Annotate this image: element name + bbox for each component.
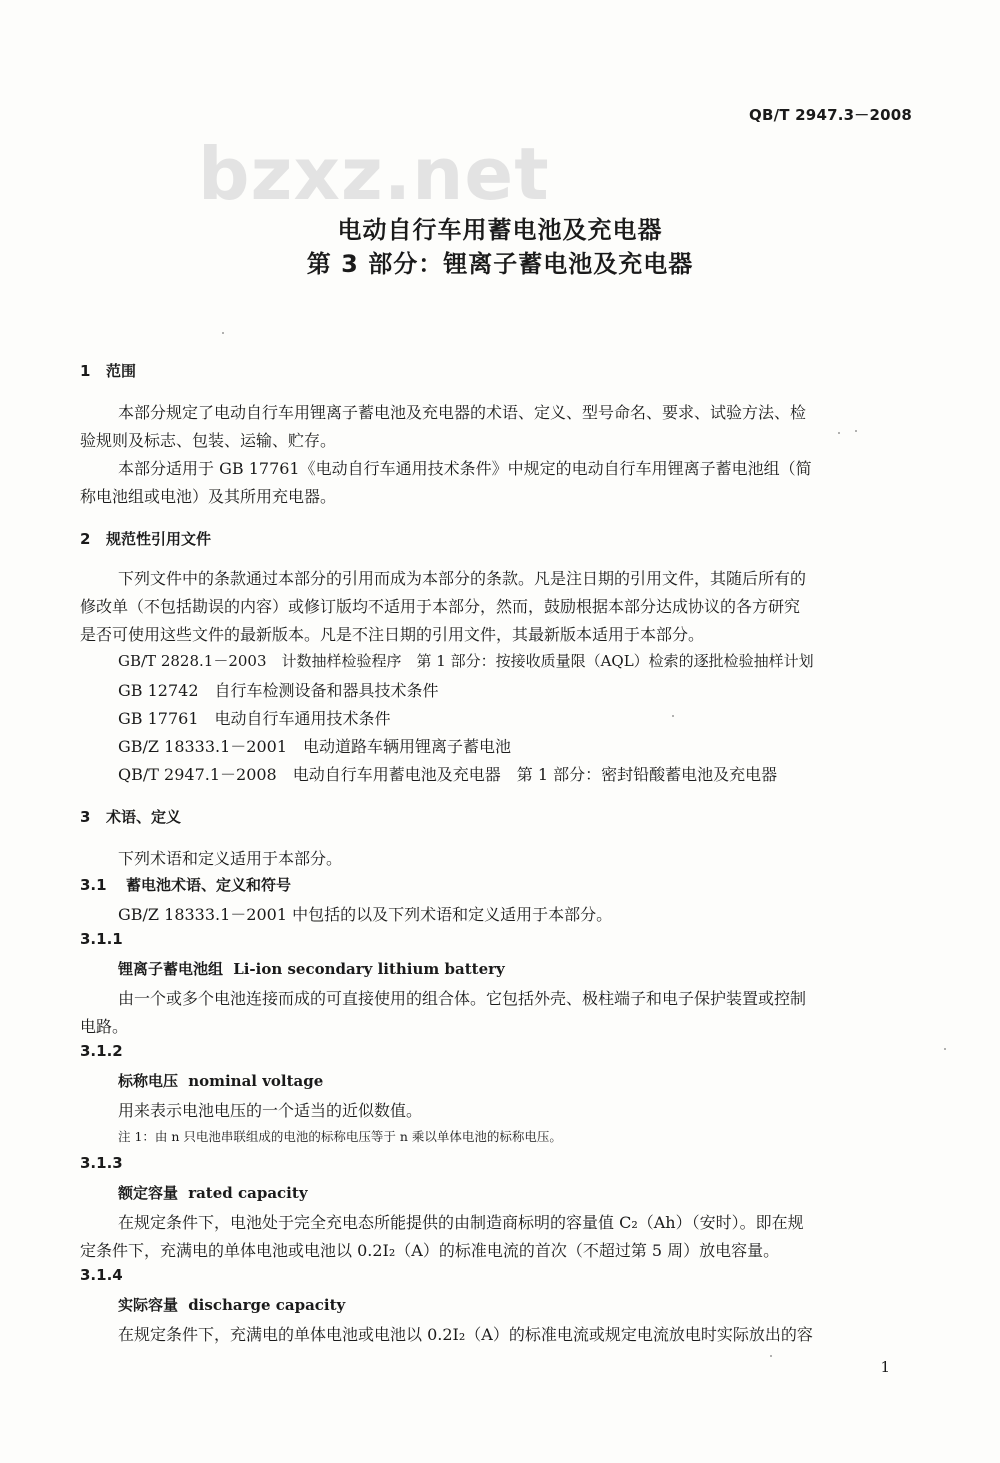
- scan-speck: [944, 1048, 946, 1050]
- standard-code: QB/T 2947.3－2008: [749, 106, 912, 124]
- term-number: 3.1.2: [80, 1042, 123, 1060]
- watermark: bzxz.net: [198, 132, 550, 216]
- paragraph: 用来表示电池电压的一个适当的近似数值。: [118, 1101, 423, 1120]
- reference-item: GB/T 2828.1－2003 计数抽样检验程序 第 1 部分：按接收质量限（AQL）检索的逐批检验抽样计划: [118, 652, 814, 670]
- paragraph: 是否可使用这些文件的最新版本。凡是不注日期的引用文件，其最新版本适用于本部分。: [80, 625, 705, 644]
- reference-item: QB/T 2947.1－2008 电动自行车用蓄电池及充电器 第 1 部分：密封铅酸蓄电池及充电器: [118, 765, 778, 784]
- paragraph: 修改单（不包括勘误的内容）或修订版均不适用于本部分，然而，鼓励根据本部分达成协议的各方研究: [80, 597, 801, 616]
- section-3-heading: 3 术语、定义: [80, 808, 182, 826]
- paragraph: 在规定条件下，充满电的单体电池或电池以 0.2I₂（A）的标准电流或规定电流放电时实际放出的容: [118, 1325, 813, 1344]
- paragraph: 下列术语和定义适用于本部分。: [118, 849, 343, 868]
- paragraph: 由一个或多个电池连接而成的可直接使用的组合体。它包括外壳、极柱端子和电子保护装置或控制: [118, 989, 807, 1008]
- scan-speck: [855, 430, 857, 432]
- section-1-heading: 1 范围: [80, 362, 137, 380]
- term-title: 实际容量 discharge capacity: [118, 1296, 346, 1314]
- term-number: 3.1.1: [80, 930, 123, 948]
- paragraph: 定条件下，充满电的单体电池或电池以 0.2I₂（A）的标准电流的首次（不超过第 5 周）放电容量。: [80, 1241, 780, 1260]
- document-title-line2: 第 3 部分：锂离子蓄电池及充电器: [306, 250, 694, 278]
- paragraph: 验规则及标志、包装、运输、贮存。: [80, 431, 337, 450]
- reference-item: GB 17761 电动自行车通用技术条件: [118, 709, 391, 728]
- document-title-line1: 电动自行车用蓄电池及充电器: [337, 216, 663, 244]
- term-number: 3.1.3: [80, 1154, 123, 1172]
- term-number: 3.1.4: [80, 1266, 123, 1284]
- term-title: 额定容量 rated capacity: [118, 1184, 308, 1202]
- note: 注 1：由 n 只电池串联组成的电池的标称电压等于 n 乘以单体电池的标称电压。: [118, 1129, 562, 1144]
- scan-speck: [222, 332, 224, 334]
- paragraph: 在规定条件下，电池处于完全充电态所能提供的由制造商标明的容量值 C₂（Ah）（安时）。即在规: [118, 1213, 804, 1232]
- scan-speck: [770, 1355, 772, 1357]
- term-title: 锂离子蓄电池组 Li-ion secondary lithium battery: [118, 960, 505, 978]
- paragraph: 本部分规定了电动自行车用锂离子蓄电池及充电器的术语、定义、型号命名、要求、试验方法、检: [118, 403, 807, 422]
- paragraph: 电路。: [80, 1017, 129, 1036]
- term-title: 标称电压 nominal voltage: [118, 1072, 324, 1090]
- paragraph: 下列文件中的条款通过本部分的引用而成为本部分的条款。凡是注日期的引用文件，其随后所有的: [118, 569, 807, 588]
- section-2-heading: 2 规范性引用文件: [80, 530, 212, 548]
- paragraph: GB/Z 18333.1－2001 中包括的以及下列术语和定义适用于本部分。: [118, 905, 613, 924]
- reference-item: GB/Z 18333.1－2001 电动道路车辆用锂离子蓄电池: [118, 737, 512, 756]
- reference-item: GB 12742 自行车检测设备和器具技术条件: [118, 681, 439, 700]
- paragraph: 称电池组或电池）及其所用充电器。: [80, 487, 337, 506]
- page-number: 1: [880, 1358, 890, 1376]
- scan-speck: [838, 432, 840, 434]
- scan-speck: [672, 715, 674, 717]
- subsection-3-1-heading: 3.1 蓄电池术语、定义和符号: [80, 876, 292, 894]
- paragraph: 本部分适用于 GB 17761《电动自行车通用技术条件》中规定的电动自行车用锂离子蓄电池组（简: [118, 459, 812, 478]
